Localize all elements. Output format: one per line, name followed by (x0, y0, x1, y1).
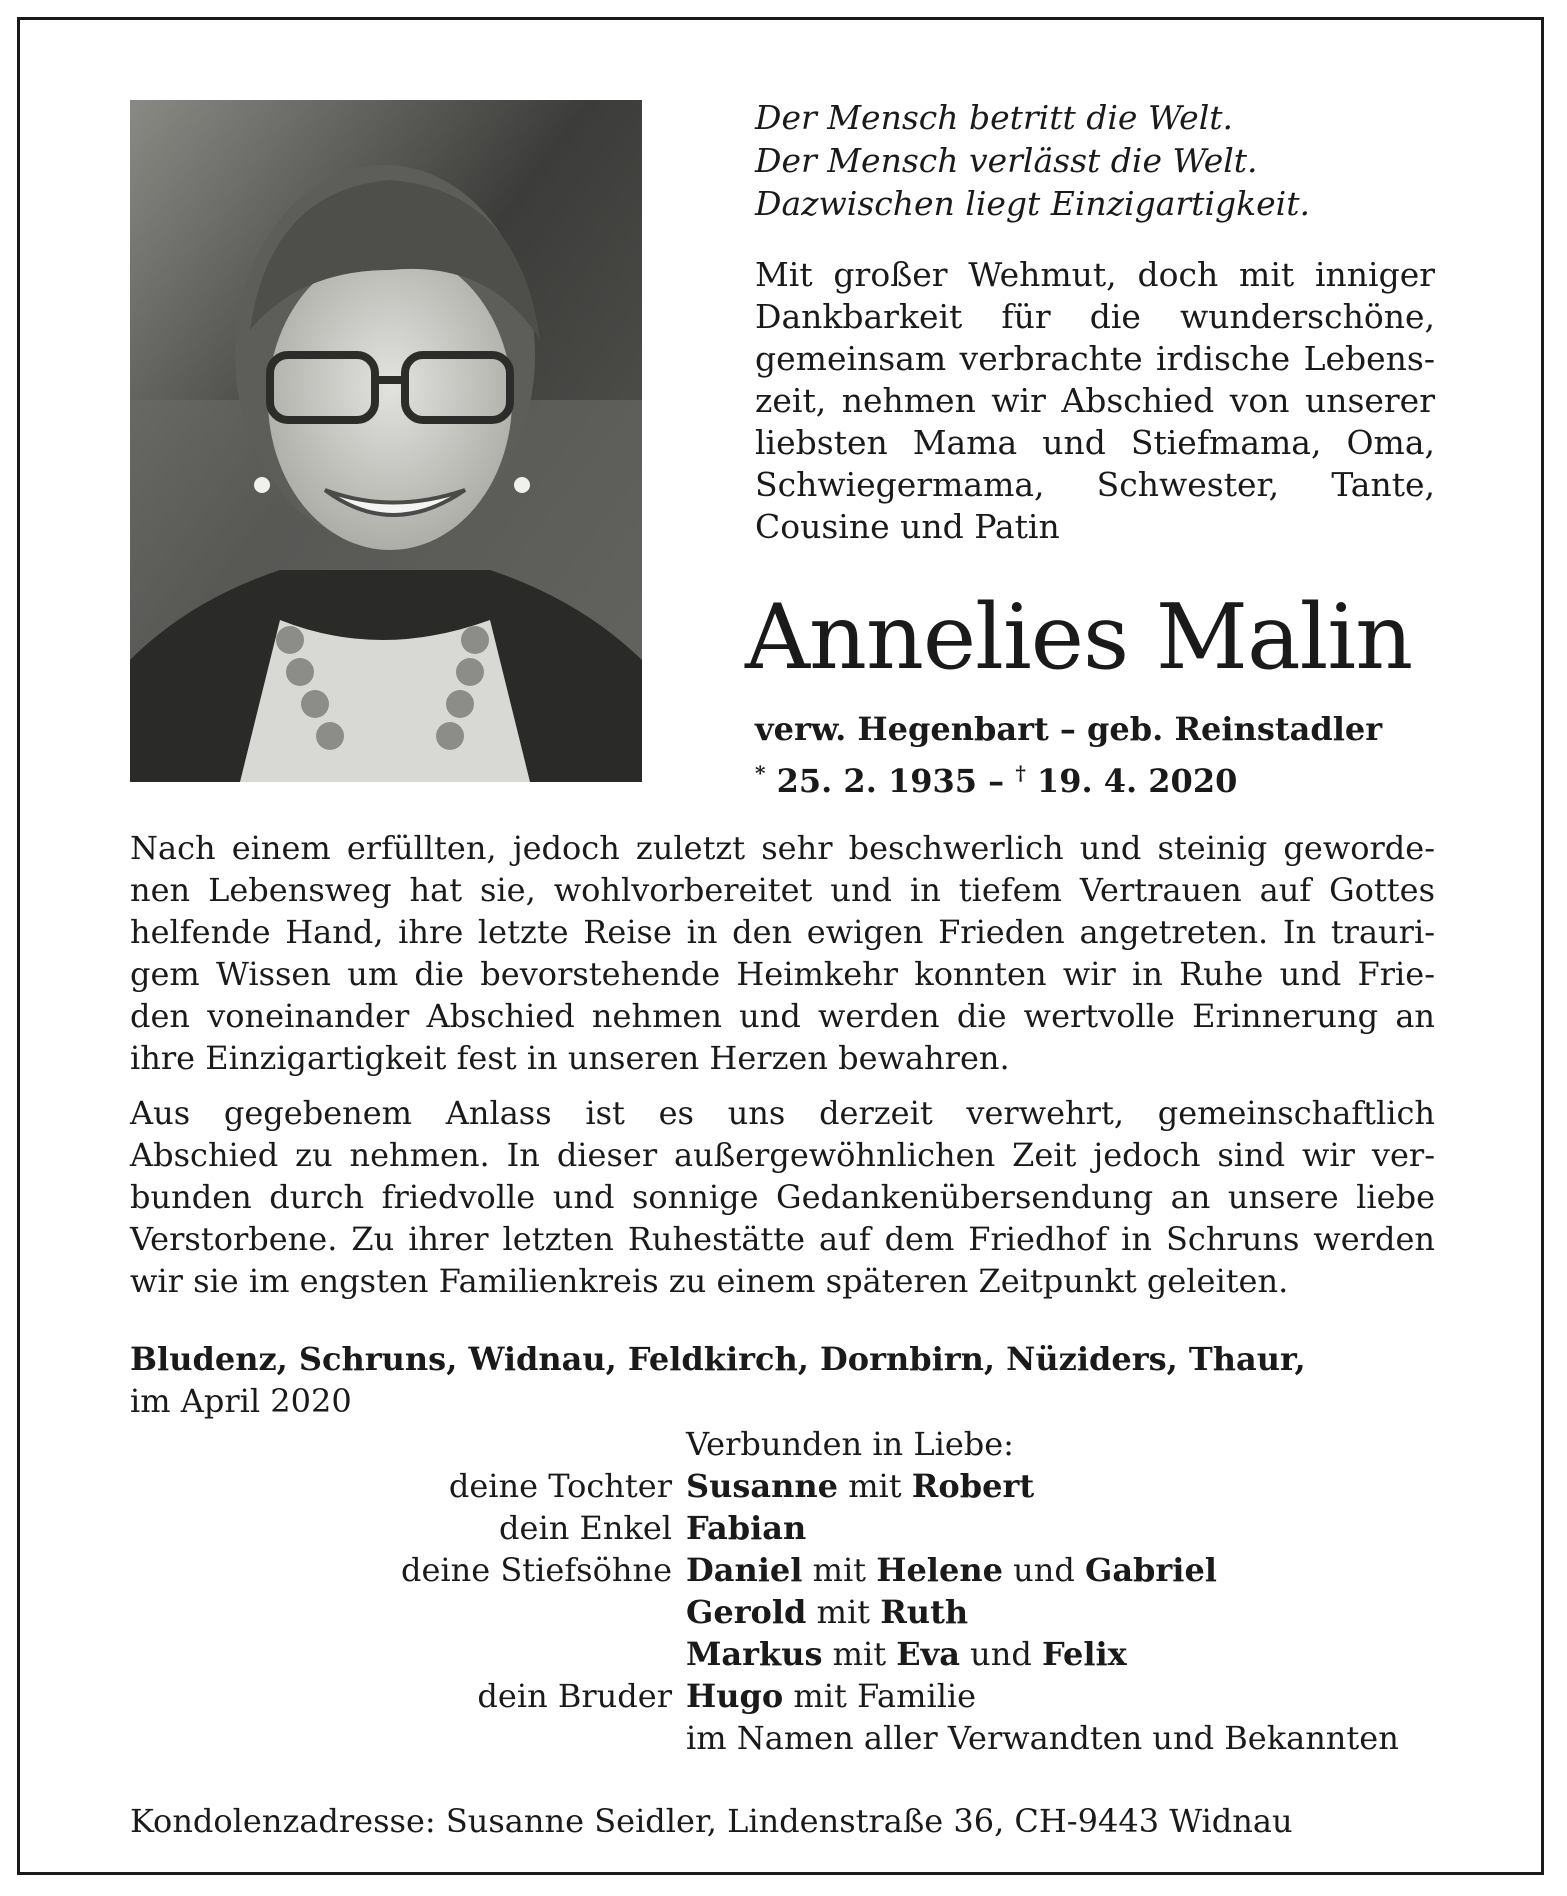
intro-line: gemeinsam verbrachte irdische Lebens- (755, 339, 1435, 378)
intro-line: liebsten Mama und Stiefmama, Oma, (755, 423, 1435, 462)
family-connector: mit Familie (783, 1677, 977, 1715)
family-member-name: Markus (686, 1635, 823, 1673)
condolence-address: Kondolenzadresse: Susanne Seidler, Lindenstraße 36, CH-9443 Widnau (130, 1802, 1293, 1840)
family-names (686, 1591, 968, 1633)
body-line: Aus gegebenem Anlass ist es uns derzeit verwehrt, gemeinschaftlich (130, 1094, 1435, 1132)
date-line: im April 2020 (130, 1382, 352, 1420)
family-list (0, 1465, 1567, 1759)
body-line: Abschied zu nehmen. In dieser außergewöhnlichen Zeit jedoch sind wir ver- (130, 1136, 1435, 1174)
family-connector: und (1002, 1551, 1085, 1589)
life-dates (755, 751, 1382, 803)
family-member-name: Daniel (686, 1551, 803, 1589)
family-names (686, 1507, 806, 1549)
body-line: helfende Hand, ihre letzte Reise in den ewigen Frieden angetreten. In trauri- (130, 913, 1435, 951)
family-member-name: Felix (1042, 1635, 1127, 1673)
death-date: 19. 4. 2020 (1036, 762, 1238, 800)
family-member-name: Susanne (686, 1467, 839, 1505)
motto-line: Der Mensch betritt die Welt. (755, 98, 1234, 137)
name-details (755, 707, 1382, 803)
family-row (0, 1633, 1567, 1675)
family-names (686, 1465, 1034, 1507)
family-member-name: Gerold (686, 1593, 807, 1631)
verbunden-heading: Verbunden in Liebe: (686, 1425, 1014, 1463)
family-relation: deine Stiefsöhne (400, 1551, 672, 1589)
motto-line: Der Mensch verlässt die Welt. (755, 141, 1258, 180)
family-member-name: Robert (911, 1467, 1035, 1505)
birth-date: 25. 2. 1935 (776, 762, 978, 800)
family-relation: dein Bruder (477, 1677, 672, 1715)
family-row (0, 1717, 1567, 1759)
family-row (0, 1675, 1567, 1717)
portrait-photo (130, 100, 642, 782)
intro-line: Dankbarkeit für die wunderschöne, (755, 297, 1435, 336)
intro-line: Cousine und Patin (755, 507, 1060, 546)
family-member-name: Ruth (880, 1593, 969, 1631)
family-connector: mit (806, 1593, 881, 1631)
main-paragraph (130, 827, 1435, 1079)
family-member-name: Eva (896, 1635, 960, 1673)
family-names (686, 1675, 976, 1717)
date-separator: – (988, 762, 1005, 800)
intro-line: Mit großer Wehmut, doch mit inniger (755, 255, 1435, 294)
family-names (686, 1633, 1127, 1675)
family-row (0, 1591, 1567, 1633)
family-row (0, 1507, 1567, 1549)
maiden-names: verw. Hegenbart – geb. Reinstadler (755, 710, 1383, 748)
family-relation: deine Tochter (448, 1467, 672, 1505)
family-member-name: Helene (876, 1551, 1003, 1589)
body-line: bunden durch friedvolle und sonnige Gedankenübersendung an unsere liebe (130, 1178, 1435, 1216)
family-connector: mit (802, 1551, 877, 1589)
body-line: Verstorbene. Zu ihrer letzten Ruhestätte auf dem Friedhof in Schruns werden (130, 1220, 1435, 1258)
body-line: wir sie im engsten Familienkreis zu einem späteren Zeitpunkt geleiten. (130, 1262, 1289, 1300)
death-symbol: † (1015, 761, 1026, 785)
family-member-name: Hugo (686, 1677, 784, 1715)
intro-line: zeit, nehmen wir Abschied von unserer (755, 381, 1435, 420)
deceased-name: Annelies Malin (745, 585, 1413, 690)
family-names (686, 1717, 1399, 1759)
family-row (0, 1465, 1567, 1507)
body-line: Nach einem erfüllten, jedoch zuletzt sehr beschwerlich und steinig geworde- (130, 829, 1435, 867)
family-relation: dein Enkel (499, 1509, 672, 1547)
motto-verse (755, 96, 1455, 225)
family-connector: im Namen aller Verwandten und Bekannten (686, 1719, 1399, 1757)
family-connector: mit (838, 1467, 912, 1505)
body-line: gem Wissen um die bevorstehende Heimkehr konnten wir in Ruhe und Frie- (130, 955, 1435, 993)
motto-line: Dazwischen liegt Einzigartigkeit. (755, 184, 1310, 223)
intro-line: Schwiegermama, Schwester, Tante, (755, 465, 1435, 504)
family-connector: und (959, 1635, 1043, 1673)
birth-symbol: * (755, 761, 766, 785)
family-member-name: Gabriel (1084, 1551, 1217, 1589)
body-line: den voneinander Abschied nehmen und werden die wertvolle Erinnerung an (130, 997, 1435, 1035)
second-paragraph (130, 1092, 1435, 1302)
family-row (0, 1549, 1567, 1591)
family-connector: mit (822, 1635, 897, 1673)
family-member-name: Fabian (686, 1509, 807, 1547)
family-names (686, 1549, 1217, 1591)
intro-paragraph (755, 254, 1435, 548)
places-line: Bludenz, Schruns, Widnau, Feldkirch, Dornbirn, Nüziders, Thaur, (130, 1340, 1306, 1378)
body-line: ihre Einzigartigkeit fest in unseren Herzen bewahren. (130, 1039, 1010, 1077)
body-line: nen Lebensweg hat sie, wohlvorbereitet und in tiefem Vertrauen auf Gottes (130, 871, 1435, 909)
